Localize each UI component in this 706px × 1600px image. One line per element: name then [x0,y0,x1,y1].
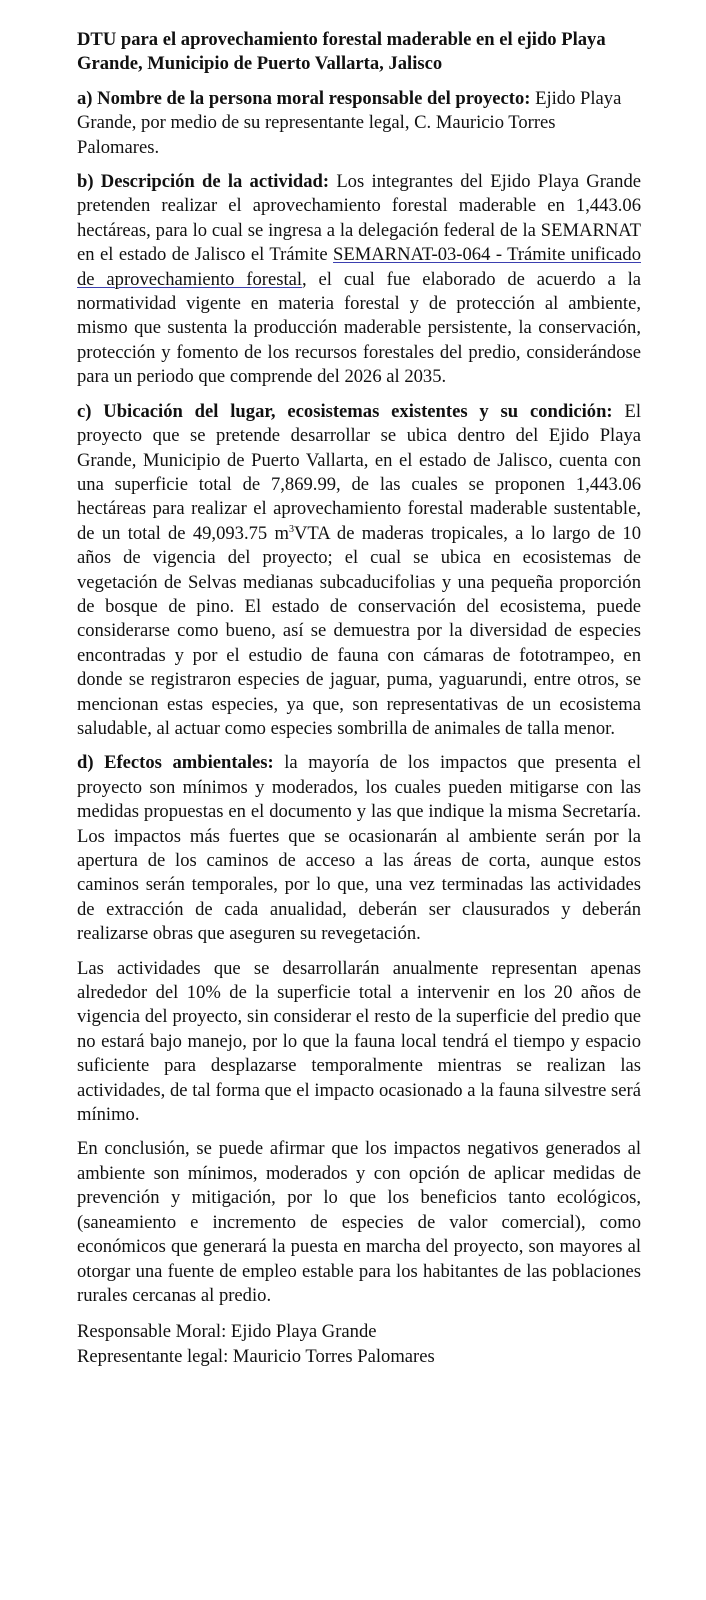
signature-block [77,1320,641,1369]
paragraph-conclusion: En conclusión, se puede afirmar que los impactos negativos generados al ambiente son mínimos, moderados y con opción de aplicar medidas de prevención y mitigación, por lo que los beneficios tanto ecológicos, (saneamiento e incremento de especies de valor comercial), como económicos que generará la puesta en marcha del proyecto, son mayores al otorgar una fuente de empleo estable para los habitantes de las poblaciones rurales cercanas al predio. [77,1138,641,1306]
cubic-superscript: 3 [288,523,294,535]
section-b [77,170,641,390]
document-title: DTU para el aprovechamiento forestal maderable en el ejido Playa Grande, Municipio de Puerto Vallarta, Jalisco [77,29,606,75]
section-c [77,400,641,742]
section-c-heading: c) Ubicación del lugar, ecosistemas existentes y su condición: [77,400,613,422]
signature-representante: Representante legal: Mauricio Torres Palomares [77,1345,435,1367]
section-c-body-part1: El proyecto que se pretende desarrollar se ubica dentro del Ejido Playa Grande, Municipio de Puerto Vallarta, en el estado de Jalisco, cuenta con una superficie total de 7,869.99, de las cuales se proponen 1,443.06 hectáreas para realizar el aprovechamiento forestal maderable sustentable, de un total de 49,093.75 m [77,400,641,544]
section-b-body-start: Los integrantes del Ejido Playa Grande pretenden realizar el aprovechamiento forestal maderable en 1,443.06 hectáreas, para lo cual se ingresa a la delegación federal de la SEMARNAT en el estado de Jalisco el Trámite [77,171,641,266]
document-page [77,28,641,1369]
section-c-body-part2: VTA de maderas tropicales, a lo largo de 10 años de vigencia del proyecto; el cual se ubica en ecosistemas de vegetación de Selvas medianas subcaducifolias y una pequeña proporción de bosque de pino. El estado de conservación del ecosistema, puede considerarse como bueno, así se demuestra por la diversidad de especies encontradas y por el estudio de fauna con cámaras de fototrampeo, en donde se registraron especies de jaguar, puma, yaguarundi, entre otros, se mencionan estas especies, ya que, son representativas de un ecosistema saludable, al actuar como especies sombrilla de animales de talla menor. [77,522,641,739]
section-b-heading: b) Descripción de la actividad: [77,171,330,193]
section-a-body: Ejido Playa Grande, por medio de su representante legal, C. Mauricio Torres Palomares. [77,87,622,158]
section-d-body: la mayoría de los impactos que presenta el proyecto son mínimos y moderados, los cuales pueden mitigarse con las medidas propuestas en el documento y las que indique la misma Secretaría. Los impactos más fuertes que se ocasionarán al ambiente serán por la apertura de los caminos de acceso a las áreas de corta, aunque estos caminos serán temporales, por lo que, una vez terminadas las actividades de extracción de cada anualidad, deberán ser clausurados y deberán realizarse obras que aseguren su revegetación. [77,752,641,945]
section-a-heading: a) Nombre de la persona moral responsable del proyecto: [77,87,531,109]
section-b-body-end: , el cual fue elaborado de acuerdo a la normatividad vigente en materia forestal y de protección al ambiente, mismo que sustenta la producción maderable persistente, la conservación, protección y fomento de los recursos forestales del predio, considerándose para un periodo que comprende del 2026 al 2035. [77,268,641,388]
paragraph-activities: Las actividades que se desarrollarán anualmente representan apenas alrededor del 10% de la superficie total a intervenir en los 20 años de vigencia del proyecto, sin considerar el resto de la superficie del predio que no estará bajo manejo, por lo que la fauna local tendrá el tiempo y espacio suficiente para desplazarse temporalmente mientras se realizan las actividades, de tal forma que el impacto ocasionado a la fauna silvestre será mínimo. [77,957,641,1126]
section-d [77,751,641,946]
section-d-heading: d) Efectos ambientales: [77,752,274,774]
section-a [77,87,641,160]
tramite-link[interactable]: SEMARNAT-03-064 - Trámite unificado de aprovechamiento forestal [77,244,641,290]
signature-responsable: Responsable Moral: Ejido Playa Grande [77,1321,377,1343]
